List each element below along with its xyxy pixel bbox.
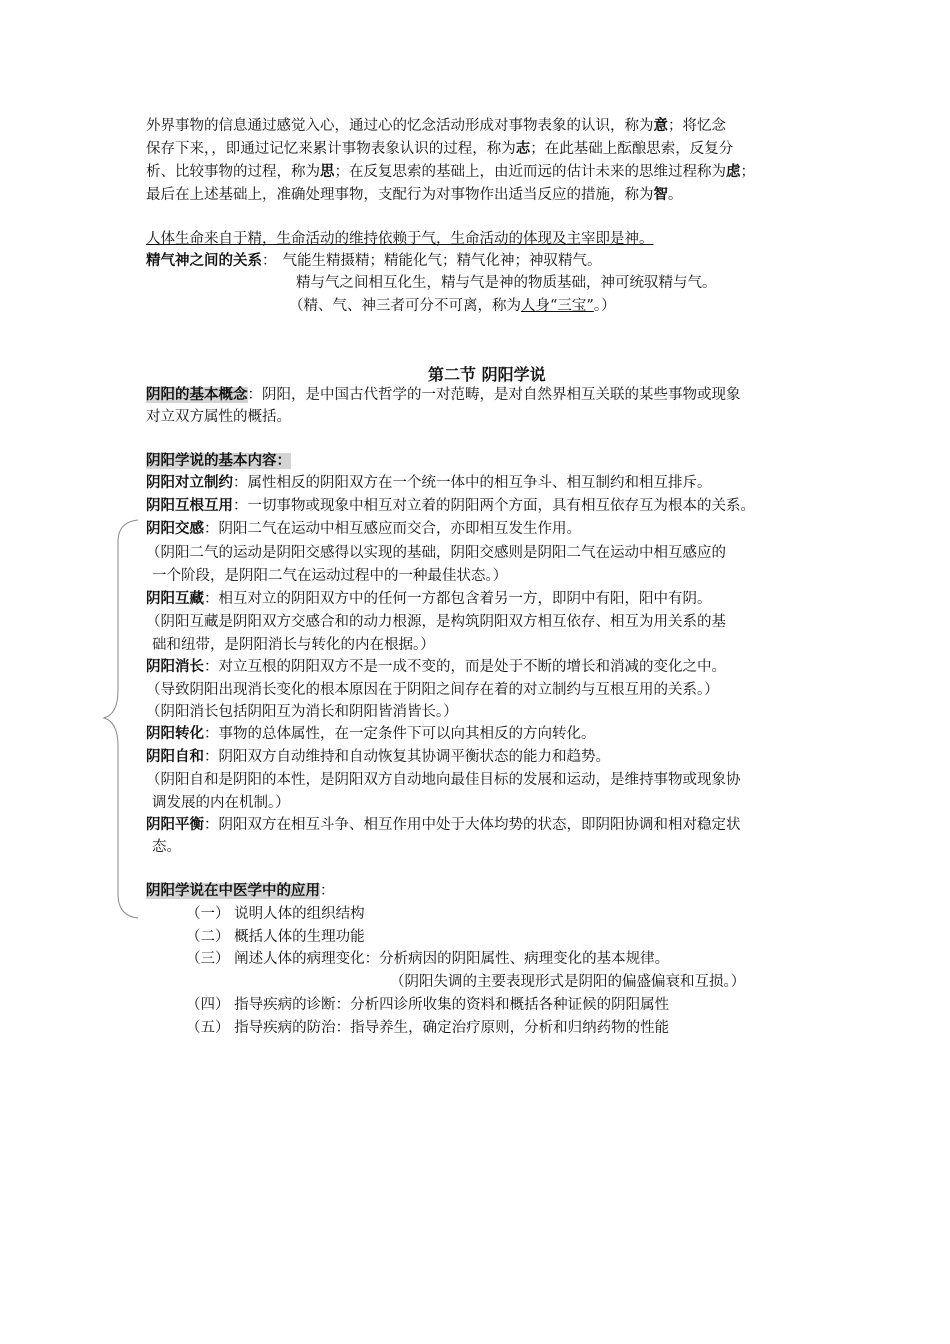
- term-si: 思: [320, 164, 335, 180]
- intro-line-1: [146, 116, 726, 136]
- concept-line-1: [146, 385, 741, 405]
- item-jiaogan: [146, 519, 581, 539]
- note-xiaozhang-1: （导致阴阳出现消长变化的根本原因在于阴阳之间存在着的对立制约与互根互用的关系。）: [146, 682, 719, 698]
- item-label: 阴阳转化: [146, 726, 204, 742]
- text: ；: [740, 164, 755, 180]
- intro-line-4: [146, 185, 683, 205]
- item-text: ：阴阳双方在相互斗争、相互作用中处于大体均势的状态，即阴阳协调和相对稳定状: [204, 817, 741, 833]
- text: ；在反复思索的基础上，由近而远的估计未来的思维过程称为: [334, 164, 726, 180]
- item-text: ：阴阳双方自动维持和自动恢复其协调平衡状态的能力和趋势。: [204, 749, 610, 765]
- text: 保存下来，，即通过记忆来累计事物表象认识的过程，称为: [146, 141, 516, 157]
- item-pingheng-2: 态。: [152, 839, 181, 855]
- item-label: 阴阳平衡: [146, 817, 204, 833]
- concept-line-2: 对立双方属性的概括。: [146, 409, 291, 425]
- note-zihe-1: （阴阳自和是阴阳的本性，是阴阳双方自动地向最佳目标的发展和运动，是维持事物或现象协: [146, 772, 741, 788]
- life-statement: 人体生命来自于精，生命活动的维持依赖于气，生命活动的体现及主宰即是神。: [146, 231, 654, 247]
- item-text: ：阴阳二气在运动中相互感应而交合，亦即相互发生作用。: [204, 521, 581, 537]
- intro-line-3: [146, 162, 755, 182]
- application-item-4: （四） 指导疾病的诊断：分析四诊所收集的资料和概括各种证候的阴阳属性: [186, 997, 670, 1013]
- item-label: 阴阳交感: [146, 521, 204, 537]
- term-yi: 意: [653, 118, 668, 134]
- text: （精、气、神三者可分不可离，称为: [289, 298, 521, 314]
- text: 。: [668, 187, 683, 203]
- application-item-3-note: （阴阳失调的主要表现形式是阴阳的偏盛偏衰和互损。）: [390, 974, 746, 990]
- text: 。）: [593, 298, 616, 314]
- application-item-5: （五） 指导疾病的防治：指导养生，确定治疗原则，分析和归纳药物的性能: [186, 1020, 670, 1036]
- item-label: 阴阳互藏: [146, 591, 204, 607]
- text: ：: [320, 883, 335, 899]
- item-text: ：对立互根的阴阳双方不是一成不变的，而是处于不断的增长和消减的变化之中。: [204, 659, 726, 675]
- text: 析、比较事物的过程，称为: [146, 164, 320, 180]
- item-text: ：属性相反的阴阳双方在一个统一体中的相互争斗、相互制约和相互排斥。: [233, 475, 712, 491]
- text: ；将忆念: [668, 118, 726, 134]
- note-huzang-1: （阴阳互藏是阴阳双方交感合和的动力根源，是构筑阴阳双方相互依存、相互为用关系的基: [146, 614, 726, 630]
- application-item-2: （二） 概括人体的生理功能: [186, 929, 365, 945]
- item-pingheng: [146, 815, 741, 835]
- text: 外界事物的信息通过感觉入心，通过心的忆念活动形成对事物表象的认识，称为: [146, 118, 654, 134]
- relation-label: 精气神之间的关系: [146, 253, 262, 269]
- relation-line-3: [289, 296, 616, 316]
- text: ：阴阳，是中国古代哲学的一对范畴，是对自然界相互关联的某些事物或现象: [247, 387, 741, 403]
- item-zihe: [146, 747, 610, 767]
- three-treasures: 人身“三宝”: [521, 298, 594, 314]
- note-jiaogan-1: （阴阳二气的运动是阴阳交感得以实现的基础，阴阳交感则是阴阳二气在运动中相互感应的: [146, 545, 726, 561]
- note-huzang-2: 础和纽带，是阴阳消长与转化的内在根据。）: [152, 637, 435, 653]
- application-heading-text: 阴阳学说在中医学中的应用: [146, 883, 320, 899]
- application-heading: [146, 881, 335, 901]
- item-label: 阴阳对立制约: [146, 475, 233, 491]
- item-duili: [146, 473, 712, 493]
- item-label: 阴阳消长: [146, 659, 204, 675]
- content-heading: [146, 451, 291, 471]
- term-zhi2: 智: [653, 187, 668, 203]
- relation-text-1: 气能生精摄精；精能化气；精气化神；神驭精气。: [282, 253, 602, 269]
- text: ：: [262, 253, 277, 269]
- term-zhi: 志: [515, 141, 531, 157]
- item-label: 阴阳互根互用: [146, 498, 233, 514]
- item-xiaozhang: [146, 657, 726, 677]
- text: 最后在上述基础上，准确处理事物，支配行为对事物作出适当反应的措施，称为: [146, 187, 654, 203]
- note-xiaozhang-2: （阴阳消长包括阴阳互为消长和阴阳皆消皆长。）: [146, 704, 458, 720]
- section-title: 第二节 阴阳学说: [428, 365, 546, 384]
- note-jiaogan-2: 一个阶段，是阴阳二气在运动过程中的一种最佳状态。）: [152, 568, 508, 584]
- relation-line-1: [146, 251, 602, 271]
- item-hugen: [146, 496, 755, 516]
- item-text: ：相互对立的阴阳双方中的任何一方都包含着另一方，即阴中有阳，阳中有阴。: [204, 591, 712, 607]
- application-item-1: （一） 说明人体的组织结构: [186, 906, 365, 922]
- term-lv: 虑: [726, 164, 741, 180]
- item-text: ：一切事物或现象中相互对立着的阴阳两个方面，具有相互依存互为根本的关系。: [233, 498, 755, 514]
- item-text: ：事物的总体属性，在一定条件下可以向其相反的方向转化。: [204, 726, 596, 742]
- content-heading-text: 阴阳学说的基本内容：: [146, 453, 291, 469]
- concept-label: 阴阳的基本概念: [146, 387, 248, 403]
- relation-line-2: 精与气之间相互化生，精与气是神的物质基础，神可统驭精与气。: [296, 275, 717, 291]
- note-zihe-2: 调发展的内在机制。）: [152, 795, 290, 811]
- application-item-3: （三） 阐述人体的病理变化：分析病因的阴阳属性、病理变化的基本规律。: [186, 951, 670, 967]
- item-huzang: [146, 589, 712, 609]
- item-label: 阴阳自和: [146, 749, 204, 765]
- text: ；在此基础上酝酿思索，反复分: [530, 141, 734, 157]
- item-zhuanhua: [146, 724, 596, 744]
- intro-line-2: [146, 139, 733, 159]
- curly-brace: [100, 518, 140, 920]
